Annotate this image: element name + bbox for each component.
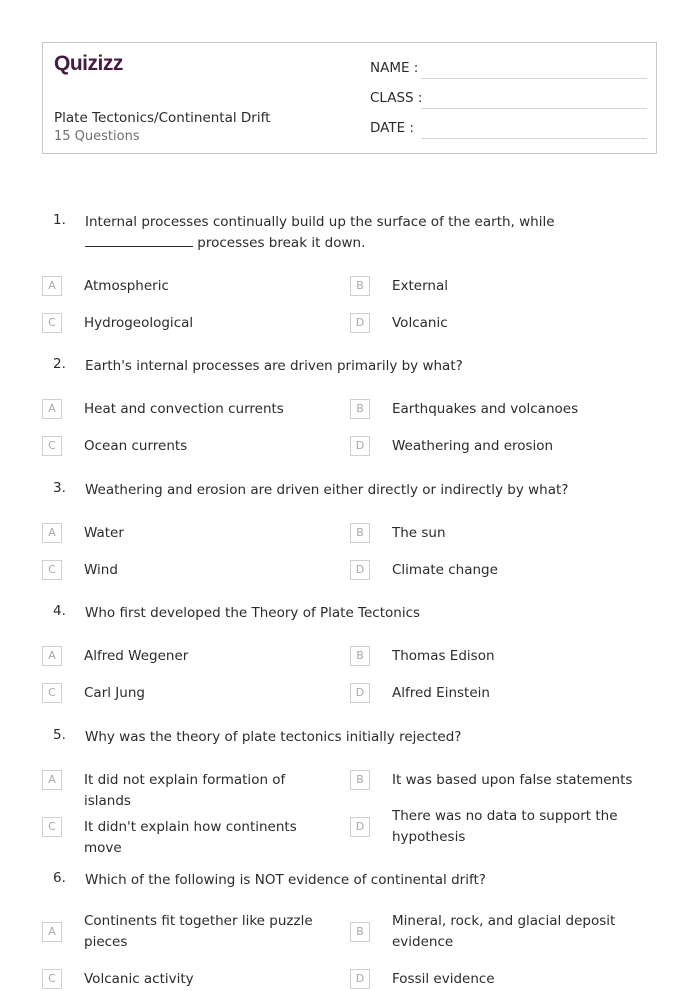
question-count: 15 Questions	[54, 129, 140, 144]
option-text: Alfred Einstein	[392, 685, 490, 701]
option-letter-box: A	[42, 276, 62, 296]
name-line[interactable]	[421, 78, 647, 79]
option-text: Mineral, rock, and glacial deposit evidence	[392, 913, 616, 950]
option-text: It was based upon false statements	[392, 772, 633, 788]
option-text: Water	[84, 525, 124, 541]
question-number: 4.	[53, 603, 66, 619]
date-label: DATE :	[370, 120, 414, 136]
option-text: Weathering and erosion	[392, 438, 554, 454]
option-letter-box: B	[350, 399, 370, 419]
option-text: It did not explain formation of islands	[84, 772, 286, 809]
option-text: Wind	[84, 562, 118, 578]
class-label: CLASS :	[370, 90, 423, 106]
question-text: Earth's internal processes are driven primarily by what?	[85, 358, 463, 374]
option-letter-box: C	[42, 817, 62, 837]
option-text: Earthquakes and volcanoes	[392, 401, 579, 417]
date-line[interactable]	[421, 138, 647, 139]
option-text: Ocean currents	[84, 438, 188, 454]
question-text: Who first developed the Theory of Plate Tectonics	[85, 605, 421, 621]
option-letter-box: A	[42, 523, 62, 543]
question-text: Which of the following is NOT evidence of continental drift?	[85, 872, 486, 888]
name-label: NAME :	[370, 60, 419, 76]
question-text-part-1: Internal processes continually build up the surface of the earth, while	[85, 214, 555, 230]
option-text: Fossil evidence	[392, 971, 495, 987]
option-letter-box: B	[350, 770, 370, 790]
option-text: Thomas Edison	[392, 648, 495, 664]
question-number: 5.	[53, 727, 66, 743]
option-text: The sun	[392, 525, 446, 541]
option-text: Alfred Wegener	[84, 648, 189, 664]
question-number: 1.	[53, 212, 66, 228]
option-letter-box: C	[42, 313, 62, 333]
answer-blank	[85, 234, 193, 247]
option-letter-box: C	[42, 969, 62, 989]
quizizz-logo: Quizizz	[54, 52, 123, 75]
question-text: Weathering and erosion are driven either directly or indirectly by what?	[85, 482, 569, 498]
option-letter-box: A	[42, 922, 62, 942]
option-letter-box: B	[350, 646, 370, 666]
option-letter-box: B	[350, 523, 370, 543]
option-letter-box: C	[42, 560, 62, 580]
question-text: Why was the theory of plate tectonics initially rejected?	[85, 729, 462, 745]
option-letter-box: B	[350, 922, 370, 942]
question-number: 2.	[53, 356, 66, 372]
option-letter-box: C	[42, 436, 62, 456]
class-line[interactable]	[421, 108, 647, 109]
option-text: Continents fit together like puzzle pieces	[84, 913, 313, 950]
worksheet-header	[42, 42, 657, 154]
option-text: Atmospheric	[84, 278, 169, 294]
option-text: There was no data to support the hypothesis	[392, 808, 618, 845]
option-letter-box: A	[42, 646, 62, 666]
question-number: 3.	[53, 480, 66, 496]
option-letter-box: D	[350, 969, 370, 989]
option-text: It didn't explain how continents move	[84, 819, 297, 856]
question-text-part-2: processes break it down.	[197, 235, 366, 251]
option-text: Carl Jung	[84, 685, 145, 701]
option-text: External	[392, 278, 449, 294]
option-letter-box: C	[42, 683, 62, 703]
option-letter-box: B	[350, 276, 370, 296]
option-text: Volcanic	[392, 315, 448, 331]
option-letter-box: D	[350, 436, 370, 456]
option-letter-box: D	[350, 313, 370, 333]
question-text	[85, 212, 647, 254]
option-text: Hydrogeological	[84, 315, 194, 331]
option-text: Volcanic activity	[84, 971, 194, 987]
option-letter-box: D	[350, 817, 370, 837]
option-letter-box: D	[350, 560, 370, 580]
question-number: 6.	[53, 870, 66, 886]
option-letter-box: A	[42, 770, 62, 790]
option-letter-box: D	[350, 683, 370, 703]
option-text: Climate change	[392, 562, 498, 578]
worksheet-title: Plate Tectonics/Continental Drift	[54, 110, 271, 126]
option-text: Heat and convection currents	[84, 401, 284, 417]
option-letter-box: A	[42, 399, 62, 419]
